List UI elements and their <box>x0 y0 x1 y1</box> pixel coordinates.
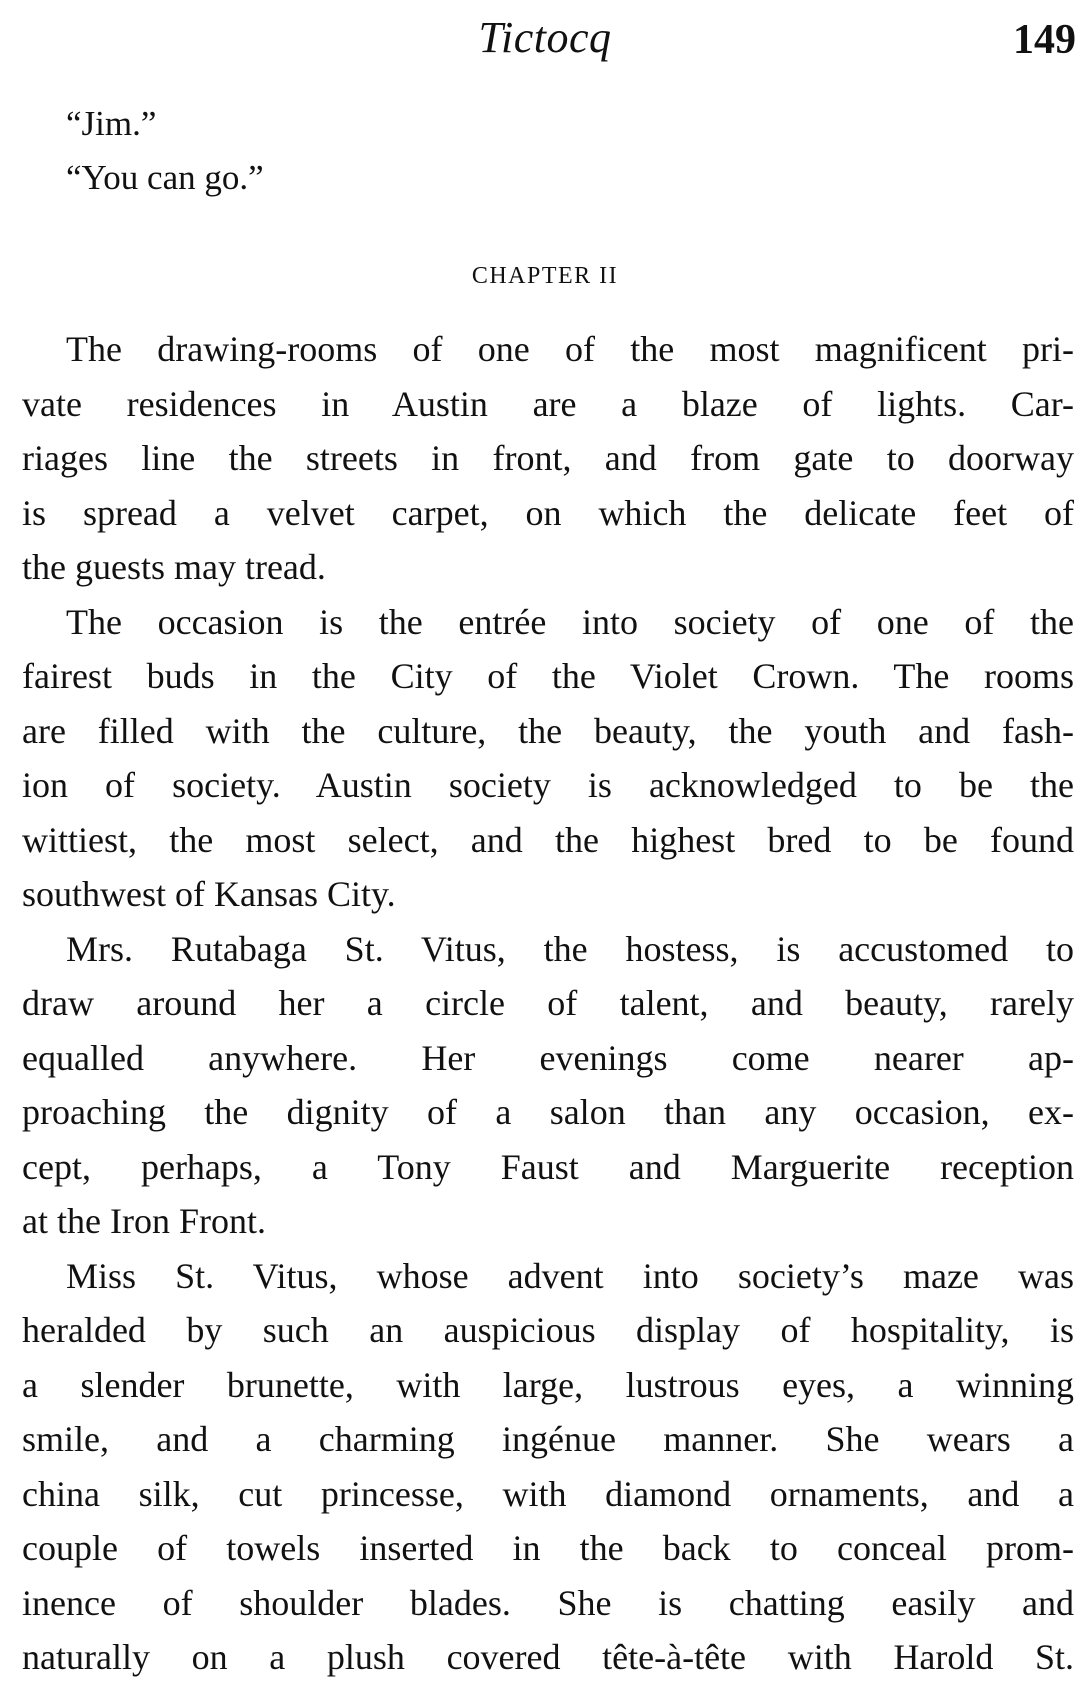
text-line: naturally on a plush covered tête-à-tête with Harold St. <box>22 1637 1074 1677</box>
text-line: ion of society. Austin society is acknowledged to be the <box>22 765 1074 805</box>
text-line: Miss St. Vitus, whose advent into society’s maze was <box>66 1255 1074 1296</box>
text-line: draw around her a circle of talent, and beauty, rarely <box>22 983 1074 1023</box>
running-header <box>0 10 1090 70</box>
text-line: fairest buds in the City of the Violet Crown. The rooms <box>22 656 1074 696</box>
text-line: equalled anywhere. Her evenings come nearer ap- <box>22 1037 1074 1078</box>
text-line: smile, and a charming ingénue manner. She wears a <box>22 1419 1074 1459</box>
text-line: the guests may tread. <box>22 547 326 587</box>
text-line: riages line the streets in front, and from gate to doorway <box>22 438 1074 478</box>
text-line: cept, perhaps, a Tony Faust and Marguerite reception <box>22 1146 1074 1187</box>
dialogue-line: “You can go.” <box>66 158 264 197</box>
dialogue-line: “Jim.” <box>66 104 157 143</box>
text-line: china silk, cut princesse, with diamond ornaments, and a <box>22 1473 1074 1514</box>
text-line: is spread a velvet carpet, on which the delicate feet of <box>22 492 1074 533</box>
text-line: are filled with the culture, the beauty, the youth and fash- <box>22 710 1074 751</box>
text-line: southwest of Kansas City. <box>22 874 396 914</box>
page-number: 149 <box>1013 17 1076 63</box>
body-text <box>22 322 1074 1685</box>
text-line: proaching the dignity of a salon than any occasion, ex- <box>22 1092 1074 1132</box>
text-line: wittiest, the most select, and the highest bred to be found <box>22 819 1074 860</box>
text-line: Mrs. Rutabaga St. Vitus, the hostess, is accustomed to <box>66 928 1074 969</box>
text-line: The occasion is the entrée into society of one of the <box>66 601 1074 642</box>
text-line: The drawing-rooms of one of the most magnificent pri- <box>66 329 1074 369</box>
text-line: at the Iron Front. <box>22 1201 266 1241</box>
chapter-heading: CHAPTER II <box>471 263 619 289</box>
text-line: vate residences in Austin are a blaze of lights. Car- <box>22 383 1074 424</box>
text-line: inence of shoulder blades. She is chatting easily and <box>22 1582 1074 1623</box>
text-line: a slender brunette, with large, lustrous eyes, a winning <box>22 1364 1074 1405</box>
text-line: couple of towels inserted in the back to conceal prom- <box>22 1528 1074 1568</box>
running-title: Tictocq <box>478 13 612 62</box>
text-line: heralded by such an auspicious display of hospitality, is <box>22 1310 1074 1350</box>
